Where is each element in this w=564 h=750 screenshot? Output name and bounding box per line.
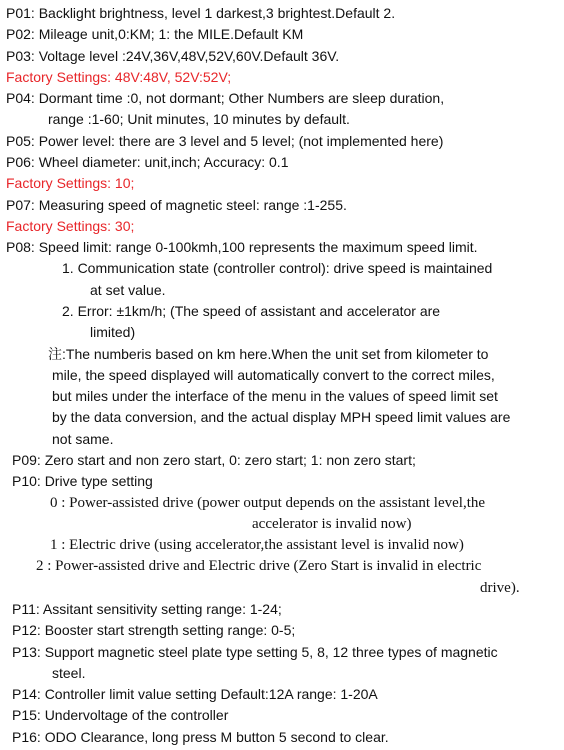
line-p08-item-1-cont: at set value. <box>90 281 166 298</box>
line-p15: P15: Undervoltage of the controller <box>12 707 229 724</box>
line-p01: P01: Backlight brightness, level 1 darkest,3 brightest.Default 2. <box>6 5 396 21</box>
note-line-1: 注:The numberis based on km here.When the unit set from kilometer to <box>48 345 489 362</box>
line-p12: P12: Booster start strength setting range: 0-5; <box>12 622 296 639</box>
note-line-4: by the data conversion, and the actual display MPH speed limit values are <box>52 409 511 426</box>
line-p10-option-1: 1 : Electric drive (using accelerator,the assistant level is invalid now) <box>50 537 464 554</box>
line-p13: P13: Support magnetic steel plate type setting 5, 8, 12 three types of magnetic <box>12 643 498 660</box>
line-p10-option-0-cont: accelerator is invalid now) <box>252 515 412 532</box>
note-line-2: mile, the speed displayed will automatically convert to the correct miles, <box>52 366 495 383</box>
note-line-5: not same. <box>52 430 114 447</box>
note-line-3: but miles under the interface of the menu in the values of speed limit set <box>52 388 498 405</box>
line-p13-cont: steel. <box>52 664 86 681</box>
factory-settings-3: Factory Settings: 30; <box>6 217 135 234</box>
line-p10: P10: Drive type setting <box>12 473 153 490</box>
line-p11: P11: Assitant sensitivity setting range: 1-24; <box>12 601 282 617</box>
line-p02: P02: Mileage unit,0:KM; 1: the MILE.Default KM <box>6 26 304 43</box>
line-p08-item-2-cont: limited) <box>90 324 136 341</box>
line-p08: P08: Speed limit: range 0-100kmh,100 represents the maximum speed limit. <box>6 239 478 256</box>
factory-settings-2: Factory Settings: 10; <box>6 175 135 192</box>
line-p14: P14: Controller limit value setting Default:12A range: 1-20A <box>12 686 378 703</box>
line-p09: P09: Zero start and non zero start, 0: zero start; 1: non zero start; <box>12 452 416 468</box>
factory-settings-1: Factory Settings: 48V:48V, 52V:52V; <box>6 68 232 85</box>
line-p10-option-2: 2 : Power-assisted drive and Electric drive (Zero Start is invalid in electric <box>36 558 482 575</box>
line-p05: P05: Power level: there are 3 level and 5 level; (not implemented here) <box>6 132 444 149</box>
line-p03: P03: Voltage level :24V,36V,48V,52V,60V.Default 36V. <box>6 47 340 64</box>
line-p08-item-2: 2. Error: ±1km/h; (The speed of assistant and accelerator are <box>62 303 441 319</box>
line-p04: P04: Dormant time :0, not dormant; Other Numbers are sleep duration, <box>6 90 445 107</box>
line-p04-cont: range :1-60; Unit minutes, 10 minutes by default. <box>48 111 350 128</box>
line-p10-option-2-cont: drive). <box>480 579 520 596</box>
line-p10-option-0: 0 : Power-assisted drive (power output depends on the assistant level,the <box>50 494 486 511</box>
line-p16: P16: ODO Clearance, long press M button 5 second to clear. <box>12 728 389 745</box>
line-p08-item-1: 1. Communication state (controller control): drive speed is maintained <box>62 260 493 277</box>
line-p06: P06: Wheel diameter: unit,inch; Accuracy: 0.1 <box>6 154 289 170</box>
line-p07: P07: Measuring speed of magnetic steel: range :1-255. <box>6 196 347 213</box>
